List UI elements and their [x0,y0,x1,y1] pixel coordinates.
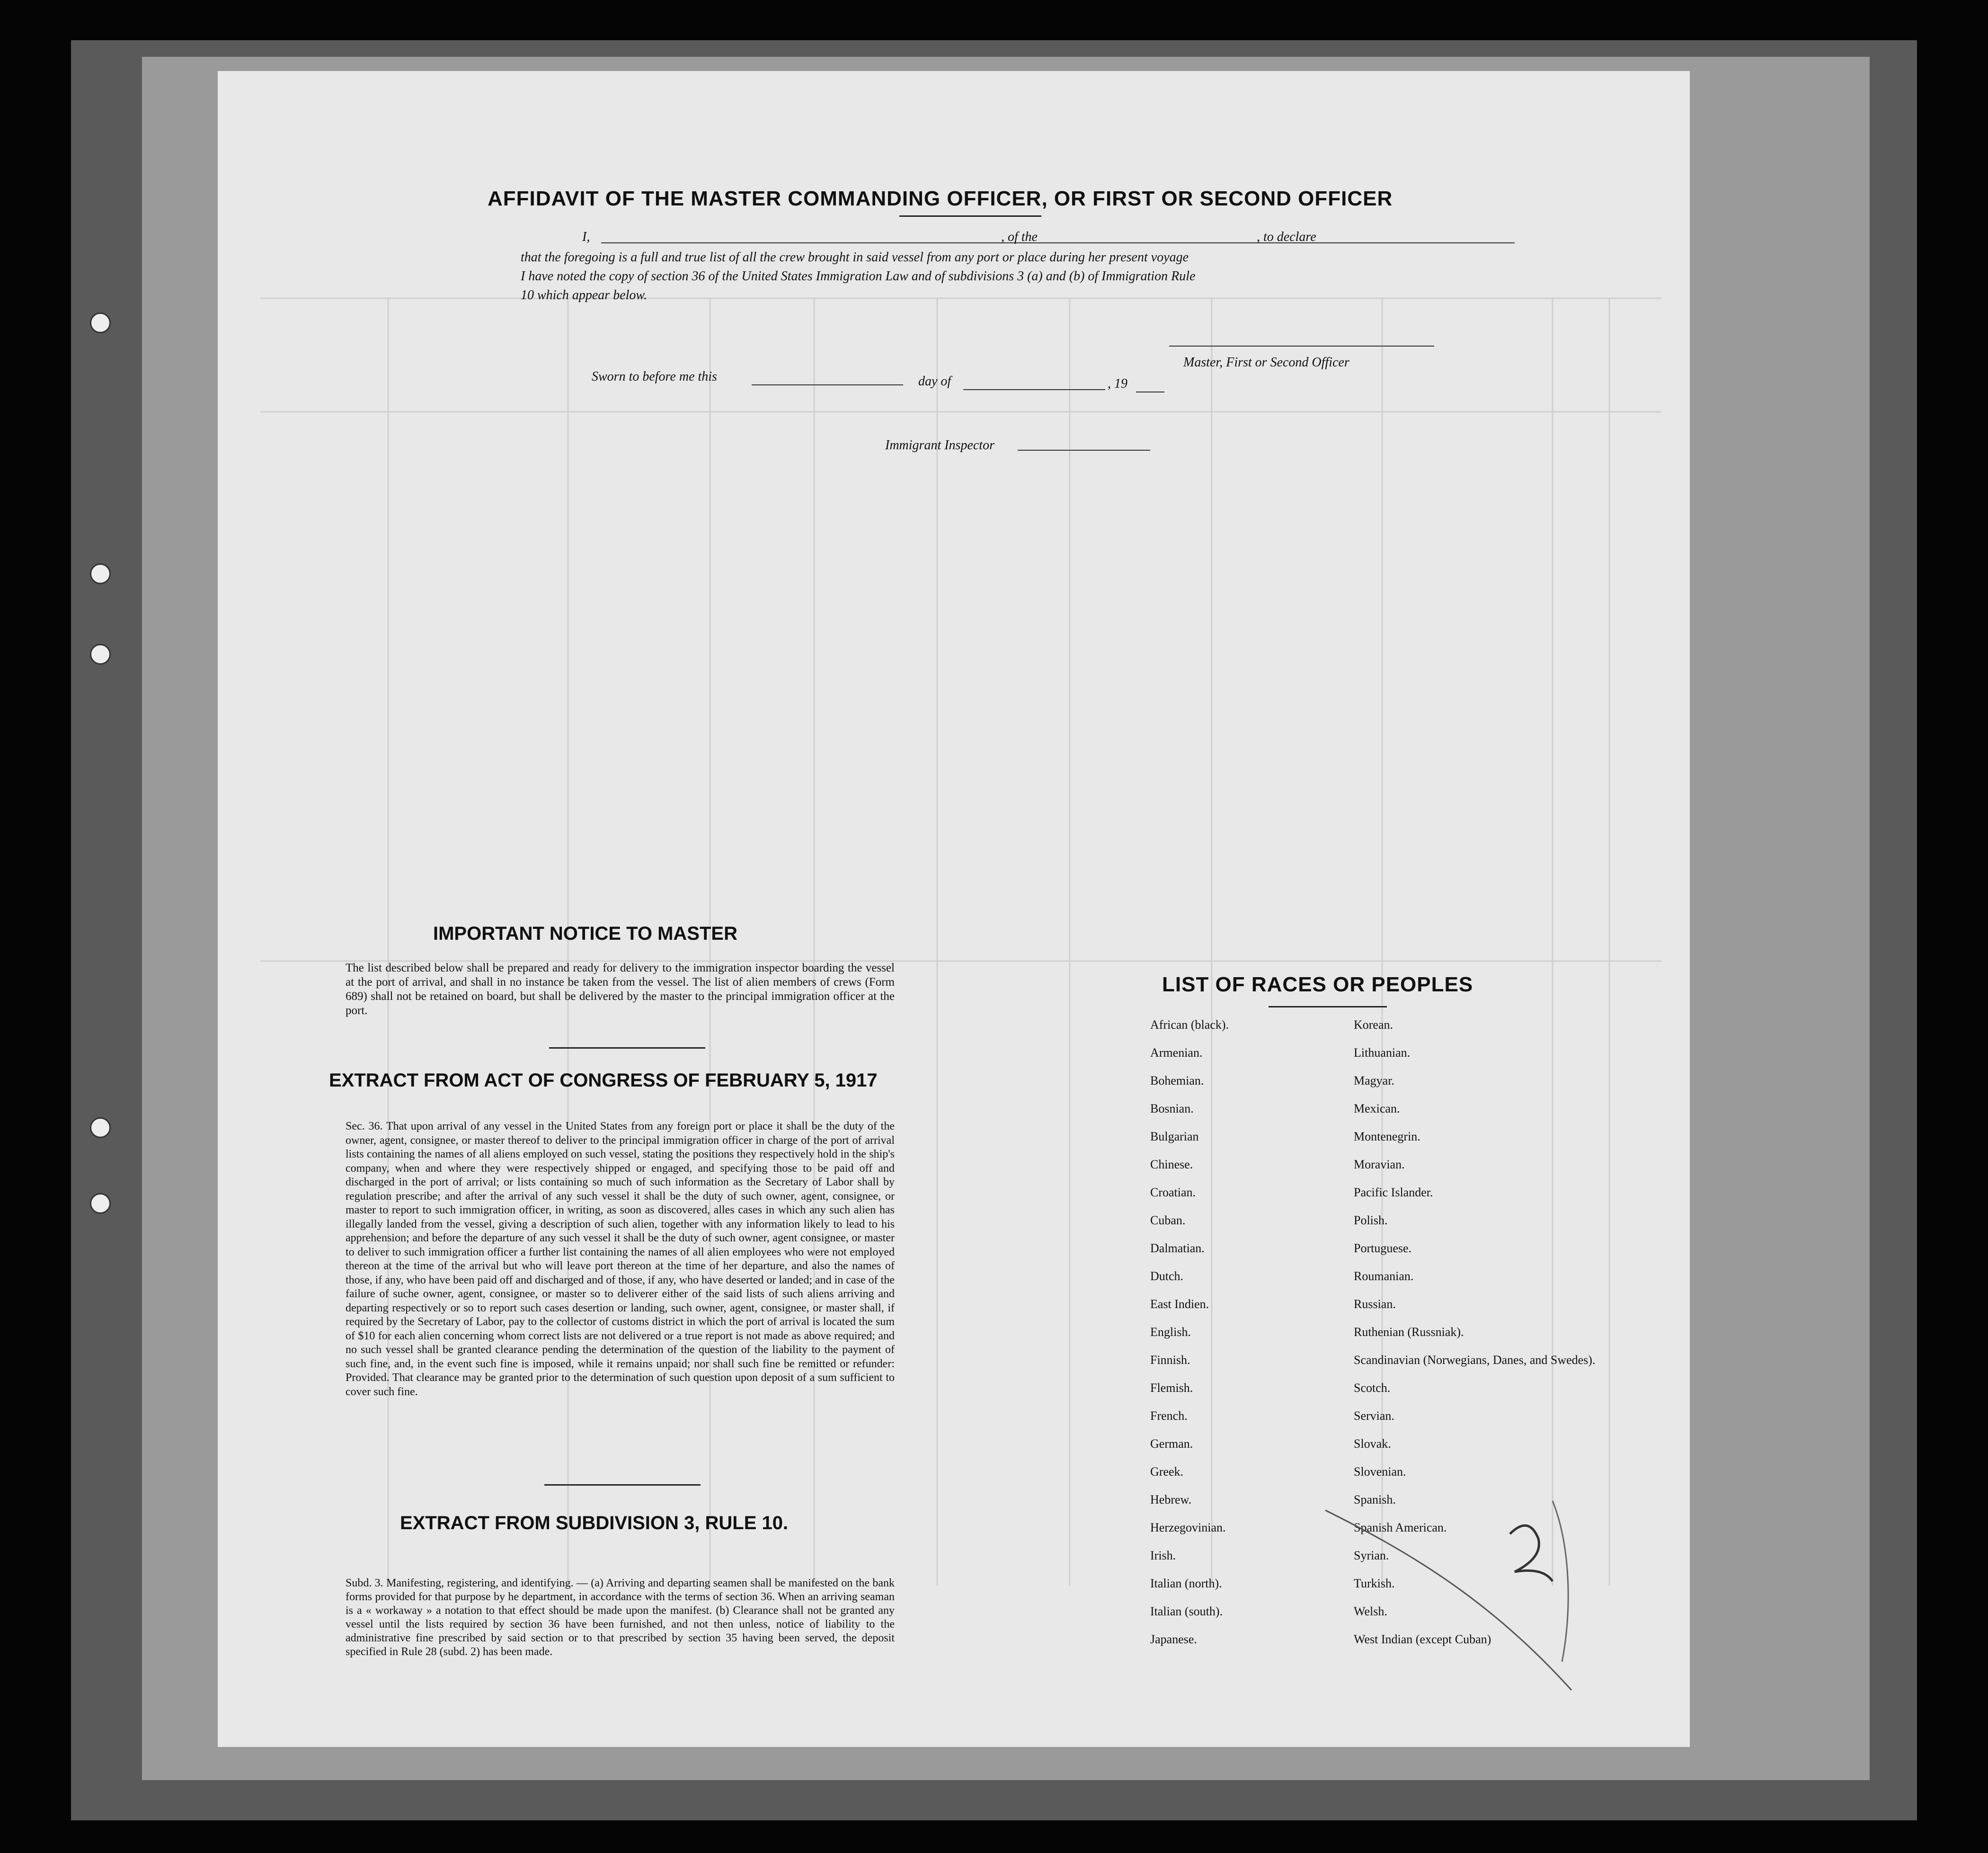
race-item: Montenegrin. [1354,1130,1420,1143]
affidavit-line4: 10 which appear below. [521,288,648,303]
race-item: Italian (south). [1150,1604,1223,1618]
race-item: German. [1150,1437,1193,1451]
punch-hole [90,1117,111,1138]
race-item: Slovenian. [1354,1465,1406,1479]
affidavit-title: AFFIDAVIT OF THE MASTER COMMANDING OFFICER, OR FIRST OR SECOND OFFICER [488,187,1393,210]
notice-rule [549,1047,705,1049]
race-item: African (black). [1150,1018,1229,1032]
affidavit-line3: I have noted the copy of section 36 of the United States Immigration Law and of subdivisions 3 (a) and (b) of Immigration Rule [521,269,1196,284]
punch-hole [90,563,111,584]
race-item: Cuban. [1150,1213,1186,1227]
sworn-day-line [752,384,903,385]
race-item: Spanish. [1354,1493,1396,1506]
race-item: English. [1150,1325,1191,1339]
race-item: Welsh. [1354,1604,1387,1618]
title-rule [899,215,1041,217]
race-item: Mexican. [1354,1102,1400,1115]
race-item: Armenian. [1150,1046,1203,1060]
race-item: Slovak. [1354,1437,1391,1451]
rule-text: Subd. 3. Manifesting, registering, and identifying. — (a) Arriving and departing seamen shall be manifested on the bank forms provided for that purpose by he department, in accordance with the terms of section 36. When an arriving seaman is a « workaway » a notation to that effect should be made upon the manifest. (b) Clearance shall not be granted any vessel until the lists required by section 36 have been furnished, and not then unless, notice of liability to the administrative fine prescribed by said section or to that prescribed by section 35 having been served, the deposit specified in Rule 28 (subd. 2) has been made. [346,1577,895,1658]
act-text: Sec. 36. That upon arrival of any vessel in the United States from any foreign port or place it shall be the duty of the owner, agent, consignee, or master thereof to deliver to the principal immigration officer in charge of the port of arrival lists containing the names of all aliens employed on such vessel, stating the positions they respectively hold in the ship's company, when and where they were respectively shipped or engaged, and specifying those to be paid off and discharged in the port of arrival; or lists containing so much of such information as the Secretary of Labor shall by regulation prescribe; and after the arrival of any such vessel it shall be the duty of such owner, agent, consignee, or master to report to such immigration officer, in writing, as soon as discovered, alles cases in which any such alien has illegally landed from the vessel, giving a description of such alien, together with any information likely to lead to his apprehension; and before the departure of any such vessel it shall be the duty of such owner, agent consignee, or master to deliver to such immigration officer a further list containing the names of all alien employees who were not employed thereon at the time of the arrival but who will leave port thereon at the time of her departure, and also the names of those, if any, who have been paid off and discharged and of those, if any, who have deserted or landed; and in case of the failure of suche owner, agent, consignee, or master so to deliverer either of the said lists of such aliens arriving and departing respectively or so to report such cases desertion or landing, such owner, agent, consignee, or master shall, if required by the Secretary of Labor, pay to the collector of customs district in which the port of arrival is located the sum of $10 for each alien concerning whom correct lists are not delivered or a true report is not made as above required; and no such vessel shall be granted clearance pending the determination of the question of the liability to the payment of such fine, and, in the event such fine is imposed, while it remains unpaid; nor shall such fine be remitted or refunder: Provided. That clearance may be granted prior to the determination of such question upon deposit of a sum sufficient to cover such fine. [346,1120,895,1398]
affidavit-page [218,71,1690,1747]
inspector-line [1018,450,1150,451]
race-item: Polish. [1354,1213,1388,1227]
race-item: Servian. [1354,1409,1394,1423]
race-item: Japanese. [1150,1632,1197,1646]
race-item: Russian. [1354,1297,1396,1311]
day-of-label: day of [918,374,951,389]
race-item: Hebrew. [1150,1493,1192,1506]
race-item: French. [1150,1409,1188,1423]
race-item: Portuguese. [1354,1241,1412,1255]
race-item: Magyar. [1354,1074,1394,1087]
month-line [963,389,1105,390]
race-item: Scandinavian (Norwegians, Danes, and Swedes). [1354,1353,1596,1367]
punch-hole [90,1193,111,1214]
affidavit-i: I, [582,230,590,244]
race-item: Moravian. [1354,1158,1405,1171]
race-item: Scotch. [1354,1381,1391,1395]
race-item: Pacific Islander. [1354,1185,1433,1199]
race-item: Ruthenian (Russniak). [1354,1325,1464,1339]
race-item: Turkish. [1354,1577,1395,1590]
race-item: Roumanian. [1354,1269,1414,1283]
races-heading: LIST OF RACES OR PEOPLES [1162,973,1473,996]
act-heading: EXTRACT FROM ACT OF CONGRESS OF FEBRUARY 5, 1917 [329,1070,878,1091]
race-item: West Indian (except Cuban) [1354,1632,1491,1646]
sworn-label: Sworn to before me this [592,369,717,384]
race-item: Irish. [1150,1549,1176,1562]
race-item: Herzegovinian. [1150,1521,1226,1534]
notice-text: The list described below shall be prepared and ready for delivery to the immigration inspector boarding the vessel at the port of arrival, and shall in no instance be taken from the vessel. The list of alien members of crews (Form 689) shall not be retained on board, but shall be delivered by the master to the principal immigration officer at the port. [346,962,895,1017]
race-item: Bulgarian [1150,1130,1199,1143]
race-item: Greek. [1150,1465,1184,1479]
races-rule [1269,1006,1387,1007]
race-item: Spanish American. [1354,1521,1447,1534]
notice-heading: IMPORTANT NOTICE TO MASTER [433,923,737,944]
inspector-label: Immigrant Inspector [885,438,994,453]
affidavit-line2: that the foregoing is a full and true list of all the crew brought in said vessel from any port or place during her present voyage [521,250,1189,265]
race-item: Bohemian. [1150,1074,1204,1087]
race-item: Dutch. [1150,1269,1184,1283]
affidavit-declare: , to declare [1257,230,1316,244]
race-item: Flemish. [1150,1381,1193,1395]
race-item: Dalmatian. [1150,1241,1205,1255]
pencil-marks [1306,1491,1590,1709]
race-item: Croatian. [1150,1185,1196,1199]
year-prefix: , 19 [1108,376,1127,391]
rule-heading: EXTRACT FROM SUBDIVISION 3, RULE 10. [400,1513,789,1533]
race-item: Chinese. [1150,1158,1193,1171]
master-label: Master, First or Second Officer [1183,355,1349,370]
race-item: Finnish. [1150,1353,1190,1367]
master-signature-line [1169,346,1434,347]
punch-hole [90,644,111,665]
race-item: Italian (north). [1150,1577,1222,1590]
punch-hole [90,312,111,333]
race-item: Lithuanian. [1354,1046,1411,1060]
race-item: Syrian. [1354,1549,1389,1562]
race-item: East Indien. [1150,1297,1209,1311]
race-item: Korean. [1354,1018,1393,1032]
affidavit-of-the: , of the [1001,230,1038,244]
race-item: Bosnian. [1150,1102,1194,1115]
act-rule [544,1484,701,1486]
